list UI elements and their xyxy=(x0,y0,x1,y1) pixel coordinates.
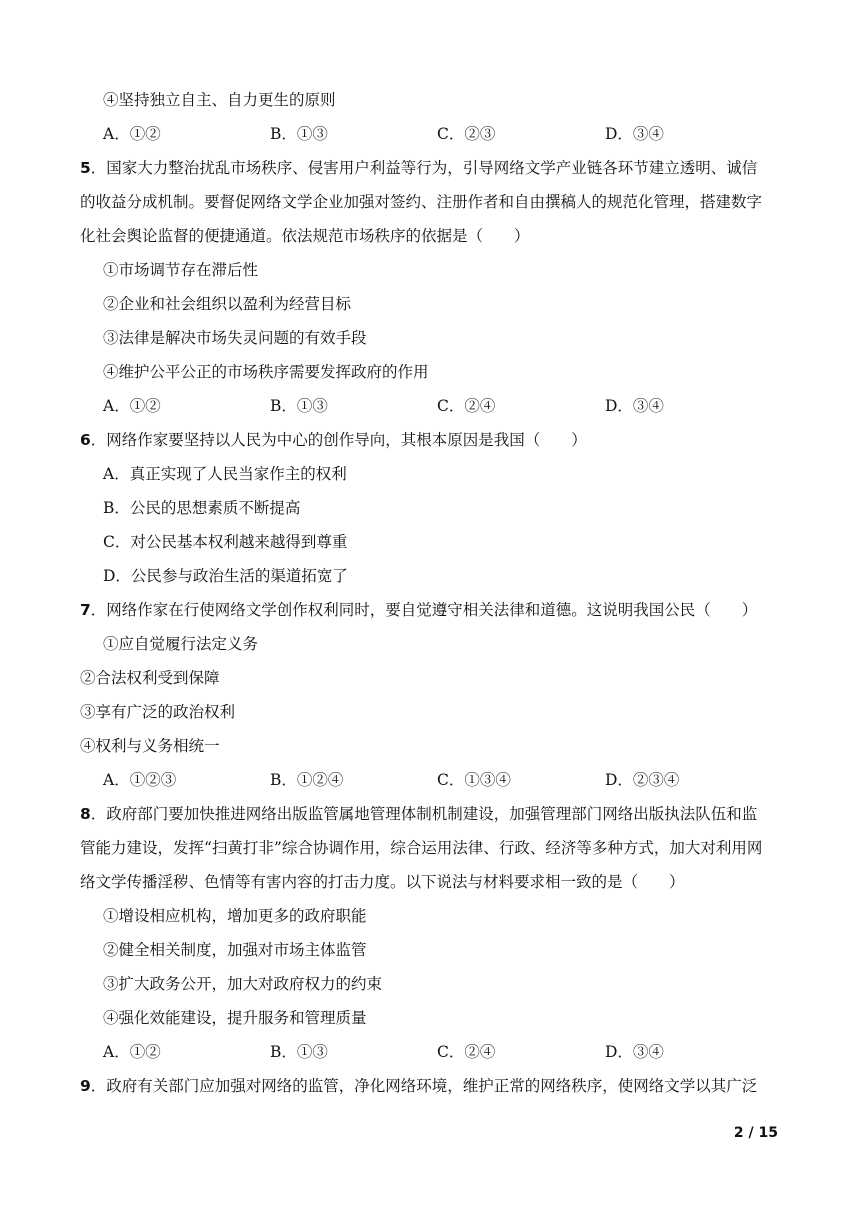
question-5-item-3: ③法律是解决市场失灵问题的有效手段 xyxy=(103,329,367,347)
choice-c: C．①③④ xyxy=(437,771,511,789)
question-number: 9 xyxy=(80,1077,91,1095)
question-5-stem-line-1: 5．国家大力整治扰乱市场秩序、侵害用户利益等行为，引导网络文学产业链各环节建立透明、诚信 xyxy=(80,159,758,177)
choice-a: A．①②③ xyxy=(103,771,177,789)
question-9-stem: 9．政府有关部门应加强对网络的监管，净化网络环境，维护正常的网络秩序，使网络文学以其广泛 xyxy=(80,1077,758,1095)
question-5-stem-line-2: 的收益分成机制。要督促网络文学企业加强对签约、注册作者和自由撰稿人的规范化管理，搭建数字 xyxy=(80,193,763,211)
choice-a: A．①② xyxy=(103,125,161,143)
question-8-stem-line-1: 8．政府部门要加快推进网络出版监管属地管理体制机制建设，加强管理部门网络出版执法队伍和监 xyxy=(80,805,758,823)
choice-c: C．②④ xyxy=(437,1043,496,1061)
question-5-choices xyxy=(103,396,723,416)
choice-a: A．①② xyxy=(103,397,161,415)
question-6-option-d: D．公民参与政治生活的渠道拓宽了 xyxy=(103,567,348,585)
question-6-option-b: B．公民的思想素质不断提高 xyxy=(103,499,301,517)
question-number: 8 xyxy=(80,805,91,823)
question-5-item-1: ①市场调节存在滞后性 xyxy=(103,261,259,279)
question-number: 5 xyxy=(80,159,91,177)
question-number: 7 xyxy=(80,601,91,619)
question-8-item-4: ④强化效能建设，提升服务和管理质量 xyxy=(103,1009,367,1027)
question-6-stem: 6．网络作家要坚持以人民为中心的创作导向，其根本原因是我国（ ） xyxy=(80,431,587,449)
question-8-item-1: ①增设相应机构，增加更多的政府职能 xyxy=(103,907,367,925)
choice-d: D．③④ xyxy=(605,397,664,415)
choice-b: B．①②④ xyxy=(270,771,344,789)
choice-b: B．①③ xyxy=(270,1043,328,1061)
question-5-item-4: ④维护公平公正的市场秩序需要发挥政府的作用 xyxy=(103,363,429,381)
choice-c: C．②③ xyxy=(437,125,496,143)
choice-b: B．①③ xyxy=(270,125,328,143)
question-8-stem-line-2: 管能力建设，发挥“扫黄打非”综合协调作用，综合运用法律、行政、经济等多种方式，加大对利用网 xyxy=(80,839,763,857)
question-5-item-2: ②企业和社会组织以盈利为经营目标 xyxy=(103,295,352,313)
question-4-item-4: ④坚持独立自主、自力更生的原则 xyxy=(103,91,336,109)
question-7-choices xyxy=(103,770,723,790)
question-8-stem-line-3: 络文学传播淫秽、色情等有害内容的打击力度。以下说法与材料要求相一致的是（ ） xyxy=(80,873,685,891)
question-6-option-c: C．对公民基本权利越来越得到尊重 xyxy=(103,533,348,551)
choice-d: D．②③④ xyxy=(605,771,680,789)
choice-a: A．①② xyxy=(103,1043,161,1061)
choice-c: C．②④ xyxy=(437,397,496,415)
choice-d: D．③④ xyxy=(605,1043,664,1061)
question-7-item-3: ③享有广泛的政治权利 xyxy=(80,703,236,721)
question-8-item-3: ③扩大政务公开，加大对政府权力的约束 xyxy=(103,975,383,993)
page-number: 2 / 15 xyxy=(733,1125,778,1141)
question-7-stem: 7．网络作家在行使网络文学创作权利同时，要自觉遵守相关法律和道德。这说明我国公民（ ） xyxy=(80,601,758,619)
question-6-option-a: A．真正实现了人民当家作主的权利 xyxy=(103,465,347,483)
question-4-choices xyxy=(103,124,723,144)
choice-d: D．③④ xyxy=(605,125,664,143)
question-7-item-4: ④权利与义务相统一 xyxy=(80,737,220,755)
question-number: 6 xyxy=(80,431,91,449)
question-5-stem-line-3: 化社会舆论监督的便捷通道。依法规范市场秩序的依据是（ ） xyxy=(80,227,530,245)
question-8-choices xyxy=(103,1042,723,1062)
choice-b: B．①③ xyxy=(270,397,328,415)
question-8-item-2: ②健全相关制度，加强对市场主体监管 xyxy=(103,941,367,959)
question-7-item-2: ②合法权利受到保障 xyxy=(80,669,220,687)
question-7-item-1: ①应自觉履行法定义务 xyxy=(103,635,259,653)
